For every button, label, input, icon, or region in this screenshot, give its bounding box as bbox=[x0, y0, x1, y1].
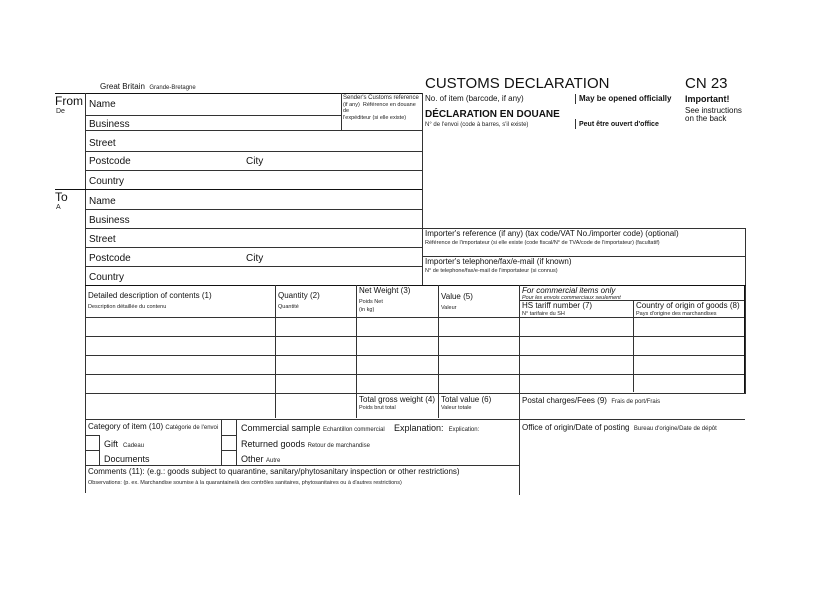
explanation-label: Explanation: Explication: bbox=[394, 423, 480, 433]
to-name-label: Name bbox=[89, 196, 116, 207]
divider bbox=[575, 119, 576, 129]
from-country-label: Country bbox=[89, 176, 125, 187]
explanation-field[interactable] bbox=[486, 420, 518, 464]
description-label: Detailed description of contents (1) bbox=[88, 291, 212, 300]
item-number-label: No. of item (barcode, if any) bbox=[425, 94, 524, 103]
to-street-label: Street bbox=[89, 234, 116, 245]
divider bbox=[86, 170, 422, 171]
divider bbox=[86, 209, 422, 210]
importer-tel-label: Importer's telephone/fax/e-mail (if known) bbox=[425, 257, 572, 266]
net-weight-unit: (in kg) bbox=[359, 307, 375, 313]
divider bbox=[86, 266, 422, 267]
net-weight-cell[interactable] bbox=[357, 375, 438, 393]
from-label: From bbox=[55, 94, 83, 108]
to-country-label: Country bbox=[89, 272, 125, 283]
documents-label: Documents bbox=[104, 454, 150, 464]
description-cell[interactable] bbox=[86, 318, 275, 336]
importer-telephone-field[interactable] bbox=[425, 257, 743, 283]
documents-checkbox[interactable] bbox=[85, 450, 100, 465]
divider bbox=[575, 94, 576, 104]
net-weight-cell[interactable] bbox=[357, 356, 438, 374]
from-postcode-label: Postcode bbox=[89, 156, 131, 167]
to-city-label: City bbox=[246, 253, 264, 264]
value-label-fr: Valeur bbox=[441, 305, 457, 311]
from-label-fr: De bbox=[56, 108, 65, 115]
divider bbox=[341, 93, 342, 130]
hs-tariff-cell[interactable] bbox=[520, 337, 633, 355]
to-top-border bbox=[55, 189, 422, 190]
office-of-origin-label: Office of origin/Date of posting Bureau d'origine/Date de dépôt bbox=[522, 423, 717, 432]
net-weight-label: Net Weight (3) bbox=[359, 286, 411, 295]
may-open-label-fr: Peut être ouvert d'office bbox=[579, 121, 659, 128]
form-title: CUSTOMS DECLARATION bbox=[425, 75, 610, 92]
origin-country-cell[interactable] bbox=[634, 356, 743, 374]
total-value-label: Total value (6) bbox=[441, 395, 492, 404]
quantity-cell[interactable] bbox=[276, 375, 356, 393]
hs-tariff-cell[interactable] bbox=[520, 318, 633, 336]
right-border bbox=[745, 228, 746, 394]
comments-label: Comments (11): (e.g.: goods subject to quarantine, sanitary/phytosanitary inspection or other restrictions) bbox=[88, 467, 460, 476]
description-label-fr: Description détaillée du contenu bbox=[88, 304, 167, 310]
to-postcode-label: Postcode bbox=[89, 253, 131, 264]
from-city-label: City bbox=[246, 156, 264, 167]
importer-tel-label-fr: N° de telephone/fax/e-mail de l'importateur (si connus) bbox=[425, 268, 558, 274]
from-business-label: Business bbox=[89, 119, 130, 130]
form-code: CN 23 bbox=[685, 75, 728, 92]
item-number-label-fr: N° de l'envoi (code à barres, s'il existe) bbox=[425, 122, 529, 128]
origin-country-label: Country of origin of goods (8) bbox=[636, 301, 740, 310]
quantity-cell[interactable] bbox=[276, 337, 356, 355]
value-cell[interactable] bbox=[439, 337, 519, 355]
from-name-field[interactable] bbox=[86, 97, 340, 116]
gift-checkbox[interactable] bbox=[85, 435, 100, 450]
total-gross-weight-label: Total gross weight (4) bbox=[359, 395, 436, 404]
importer-ref-label-fr: Référence de l'importateur (si elle existe (code fiscal/N° de TVA/code de l'importateur) (facultatif) bbox=[425, 240, 660, 246]
form-title-fr: DÉCLARATION EN DOUANE bbox=[425, 109, 560, 120]
category-label: Category of item (10) Catégorie de l'envoi bbox=[88, 422, 219, 431]
office-of-origin-field[interactable] bbox=[520, 420, 745, 465]
origin-country-cell[interactable] bbox=[634, 375, 743, 393]
origin-country-label-fr: Pays d'origine des marchandises bbox=[636, 311, 717, 317]
hs-tariff-label: HS tariff number (7) bbox=[522, 301, 593, 310]
divider bbox=[86, 247, 422, 248]
sender-reference-field[interactable] bbox=[343, 95, 421, 121]
other-checkbox[interactable] bbox=[222, 451, 236, 465]
origin-country-cell[interactable] bbox=[634, 318, 743, 336]
value-cell[interactable] bbox=[439, 356, 519, 374]
sender-ref-label: Sender's Customs reference bbox=[343, 95, 419, 101]
from-top-border bbox=[55, 93, 422, 94]
description-cell[interactable] bbox=[86, 337, 275, 355]
divider bbox=[86, 130, 422, 131]
commercial-only-label: For commercial items only bbox=[522, 286, 616, 295]
net-weight-label-fr: Poids Net bbox=[359, 299, 383, 305]
origin-country-cell[interactable] bbox=[634, 337, 743, 355]
from-name-label: Name bbox=[89, 99, 116, 110]
hs-tariff-cell[interactable] bbox=[520, 375, 633, 393]
instructions-line2: on the back bbox=[685, 114, 727, 123]
important-label: Important! bbox=[685, 94, 730, 104]
postal-charges-label: Postal charges/Fees (9) Frais de port/Frais bbox=[522, 396, 661, 405]
comments-field[interactable] bbox=[86, 466, 518, 494]
description-cell[interactable] bbox=[86, 356, 275, 374]
net-weight-cell[interactable] bbox=[357, 337, 438, 355]
quantity-cell[interactable] bbox=[276, 318, 356, 336]
may-open-label: May be opened officially bbox=[579, 94, 672, 103]
returned-goods-label: Returned goods Retour de marchandise bbox=[241, 439, 370, 449]
hs-tariff-cell[interactable] bbox=[520, 356, 633, 374]
total-gross-weight-label-fr: Poids brut total bbox=[359, 405, 396, 411]
from-business-field[interactable] bbox=[86, 116, 340, 135]
quantity-label: Quantity (2) bbox=[278, 291, 320, 300]
quantity-cell[interactable] bbox=[276, 356, 356, 374]
importer-ref-label: Importer's reference (if any) (tax code/VAT No./importer code) (optional) bbox=[425, 229, 679, 238]
total-value-field[interactable] bbox=[439, 394, 519, 418]
description-cell[interactable] bbox=[86, 375, 275, 393]
total-value-label-fr: Valeur totale bbox=[441, 405, 472, 411]
country-label: Great Britain Grande-Bretagne bbox=[100, 82, 196, 91]
returned-goods-checkbox[interactable] bbox=[222, 436, 236, 450]
other-label: Other Autre bbox=[241, 454, 281, 464]
commercial-only-label-fr: Pour les envois commerciaux seulement bbox=[522, 295, 621, 301]
hs-tariff-label-fr: N° tarifaire du SH bbox=[522, 311, 565, 317]
commercial-sample-checkbox[interactable] bbox=[222, 420, 236, 434]
instructions-line1: See instructions bbox=[685, 106, 742, 115]
from-street-label: Street bbox=[89, 138, 116, 149]
comments-label-fr: Observations: (p. ex. Marchandise soumise à la quarantaine/à des contrôles sanitaires, phytosanitaires ou à d'autres restrictions) bbox=[88, 480, 402, 486]
divider bbox=[86, 151, 422, 152]
sender-ref-fr: l'expéditeur (si elle existe) bbox=[343, 114, 407, 121]
to-business-label: Business bbox=[89, 215, 130, 226]
total-gross-weight-field[interactable] bbox=[357, 394, 438, 418]
value-label: Value (5) bbox=[441, 292, 473, 301]
importer-reference-field[interactable] bbox=[425, 229, 743, 255]
quantity-label-fr: Quantité bbox=[278, 304, 299, 310]
to-label: To bbox=[55, 190, 68, 204]
gift-label: Gift Cadeau bbox=[104, 439, 145, 449]
postal-charges-field[interactable] bbox=[520, 394, 745, 418]
to-label-fr: A bbox=[56, 204, 61, 211]
value-cell[interactable] bbox=[439, 375, 519, 393]
net-weight-cell[interactable] bbox=[357, 318, 438, 336]
commercial-sample-label: Commercial sample Echantillon commercial bbox=[241, 423, 385, 433]
address-right-border bbox=[422, 93, 423, 286]
sender-ref-sub: (if any) Référence en douane de bbox=[343, 101, 416, 115]
value-cell[interactable] bbox=[439, 318, 519, 336]
